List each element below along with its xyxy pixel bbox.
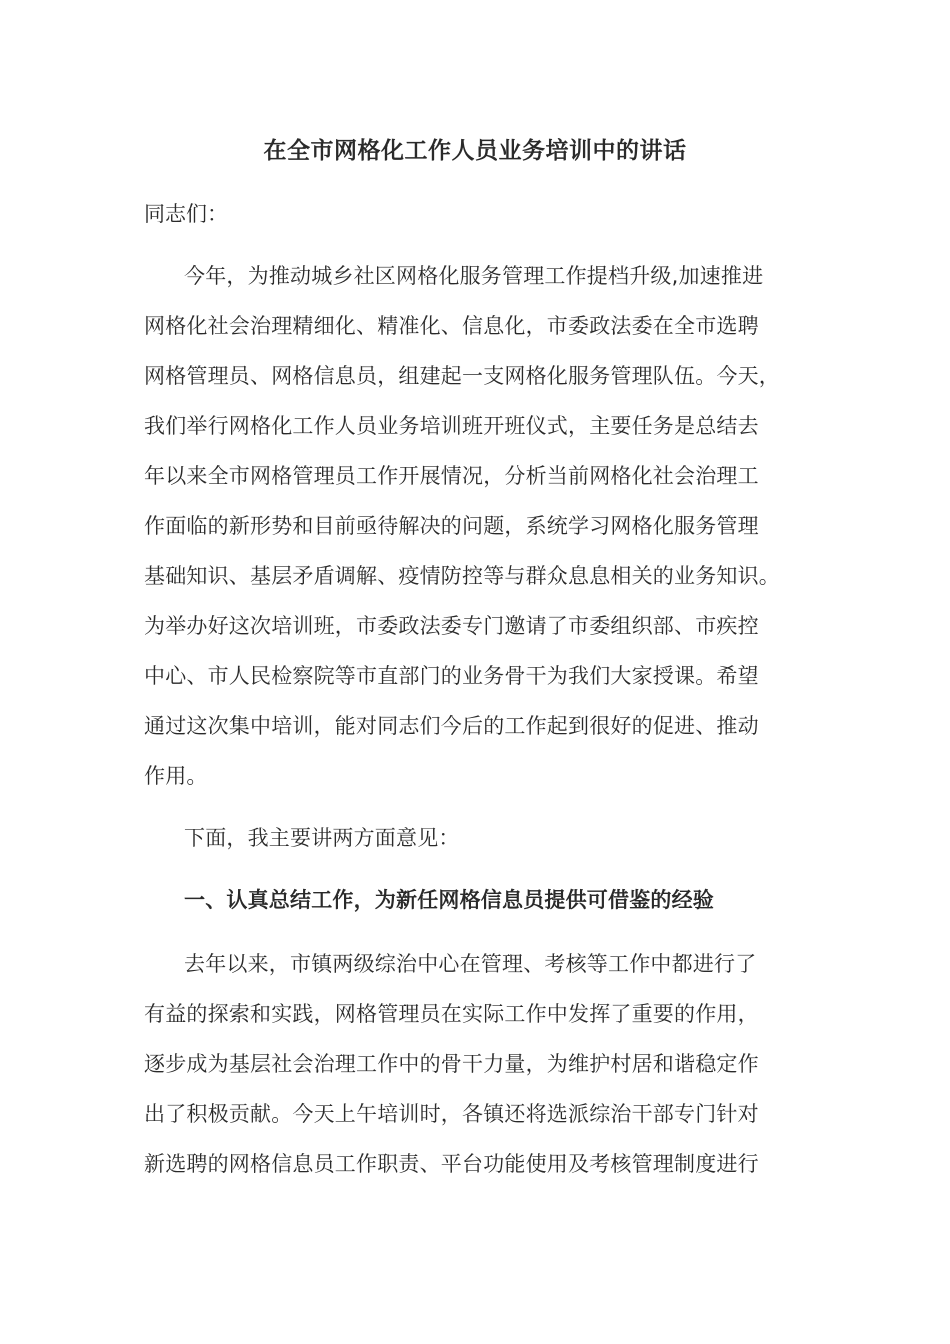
paragraph-1-line: 网格化社会治理精细化、精准化、信息化，市委政法委在全市选聘 [144,314,759,338]
salutation: 同志们： [144,202,228,226]
paragraph-1-line: 今年，为推动城乡社区网格化服务管理工作提档升级,加速推进 [184,264,764,288]
paragraph-3-line: 去年以来，市镇两级综治中心在管理、考核等工作中都进行了 [184,952,757,976]
paragraph-1-line: 为举办好这次培训班，市委政法委专门邀请了市委组织部、市疾控 [144,614,759,638]
paragraph-1-line: 通过这次集中培训，能对同志们今后的工作起到很好的促进、推动 [144,714,759,738]
paragraph-2: 下面，我主要讲两方面意见： [184,826,460,850]
paragraph-3-line: 逐步成为基层社会治理工作中的骨干力量，为维护村居和谐稳定作 [144,1052,759,1076]
paragraph-1-line: 年以来全市网格管理员工作开展情况，分析当前网格化社会治理工 [144,464,759,488]
paragraph-3-line: 出了积极贡献。今天上午培训时，各镇还将选派综治干部专门针对 [144,1102,759,1126]
paragraph-1-line: 作用。 [144,764,208,788]
paragraph-1-line: 网格管理员、网格信息员，组建起一支网格化服务管理队伍。今天， [144,364,780,388]
paragraph-3-line: 有益的探索和实践，网格管理员在实际工作中发挥了重要的作用， [144,1002,759,1026]
section-1-heading: 一、认真总结工作，为新任网格信息员提供可借鉴的经验 [184,888,714,912]
paragraph-1-line: 作面临的新形势和目前亟待解决的问题，系统学习网格化服务管理 [144,514,759,538]
paragraph-3-line: 新选聘的网格信息员工作职责、平台功能使用及考核管理制度进行 [144,1152,759,1176]
paragraph-1-line: 我们举行网格化工作人员业务培训班开班仪式，主要任务是总结去 [144,414,759,438]
paragraph-1-line: 基础知识、基层矛盾调解、疫情防控等与群众息息相关的业务知识。 [144,564,780,588]
page-title: 在全市网格化工作人员业务培训中的讲话 [263,138,687,164]
paragraph-1-line: 中心、市人民检察院等市直部门的业务骨干为我们大家授课。希望 [144,664,759,688]
